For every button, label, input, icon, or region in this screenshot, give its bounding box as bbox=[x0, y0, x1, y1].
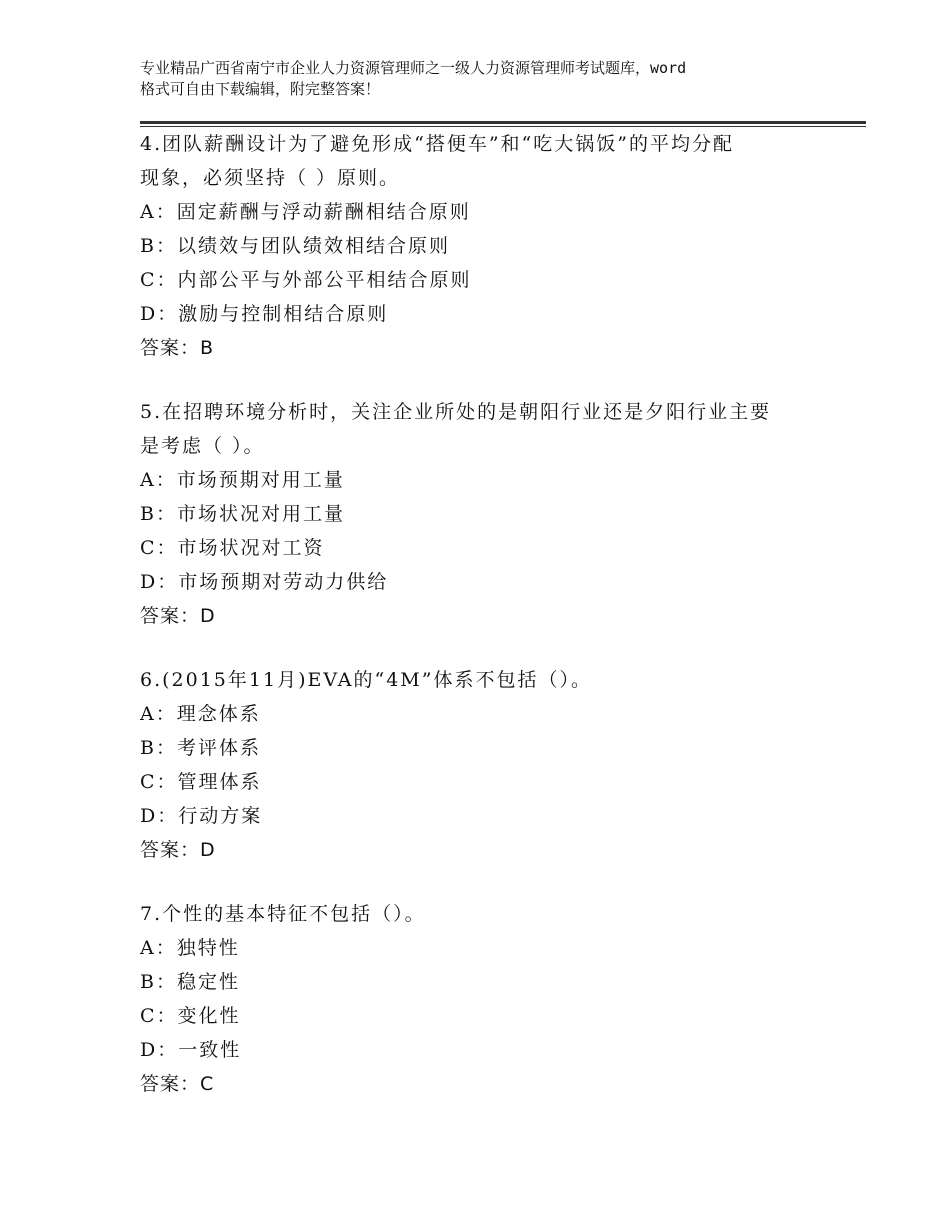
option-d: D：市场预期对劳动力供给 bbox=[140, 571, 389, 593]
header-line-1: 专业精品广西省南宁市企业人力资源管理师之一级人力资源管理师考试题库，word bbox=[140, 59, 687, 77]
question-7 bbox=[140, 897, 840, 1101]
answer-line: 答案：C bbox=[140, 1073, 215, 1095]
question-6 bbox=[140, 663, 840, 867]
answer-line: 答案：B bbox=[140, 337, 215, 359]
answer-line: 答案：D bbox=[140, 605, 216, 627]
question-stem bbox=[140, 663, 840, 697]
question-stem bbox=[140, 127, 840, 195]
question-stem bbox=[140, 395, 840, 463]
option-b: B：稳定性 bbox=[140, 971, 240, 993]
question-stem-line: 是考虑（ ）。 bbox=[140, 435, 265, 457]
option-c: C：内部公平与外部公平相结合原则 bbox=[140, 269, 472, 291]
option-c: C：管理体系 bbox=[140, 771, 262, 793]
header-divider-thick bbox=[140, 121, 866, 124]
option-d: D：行动方案 bbox=[140, 805, 263, 827]
question-list bbox=[140, 127, 840, 1131]
option-a: A：理念体系 bbox=[140, 703, 261, 725]
question-stem bbox=[140, 897, 840, 931]
question-5 bbox=[140, 395, 840, 633]
option-c: C：变化性 bbox=[140, 1005, 241, 1027]
option-a: A：独特性 bbox=[140, 937, 240, 959]
question-4 bbox=[140, 127, 840, 365]
question-stem-line: 现象，必须坚持（ ）原则。 bbox=[140, 167, 401, 189]
option-a: A：市场预期对用工量 bbox=[140, 469, 345, 491]
question-stem-line: 6.(2015年11月)EVA的“4M”体系不包括（）。 bbox=[140, 669, 592, 691]
question-stem-line: 4.团队薪酬设计为了避免形成“搭便车”和“吃大锅饭”的平均分配 bbox=[140, 133, 734, 155]
question-stem-line: 7.个性的基本特征不包括（）。 bbox=[140, 903, 426, 925]
option-c: C：市场状况对工资 bbox=[140, 537, 325, 559]
option-d: D：一致性 bbox=[140, 1039, 242, 1061]
document-header bbox=[140, 58, 840, 100]
option-d: D：激励与控制相结合原则 bbox=[140, 303, 389, 325]
answer-line: 答案：D bbox=[140, 839, 216, 861]
header-line-2: 格式可自由下载编辑，附完整答案！ bbox=[140, 80, 381, 98]
option-b: B：市场状况对用工量 bbox=[140, 503, 345, 525]
option-b: B：考评体系 bbox=[140, 737, 261, 759]
option-a: A：固定薪酬与浮动薪酬相结合原则 bbox=[140, 201, 471, 223]
option-b: B：以绩效与团队绩效相结合原则 bbox=[140, 235, 450, 257]
question-stem-line: 5.在招聘环境分析时，关注企业所处的是朝阳行业还是夕阳行业主要 bbox=[140, 401, 772, 423]
